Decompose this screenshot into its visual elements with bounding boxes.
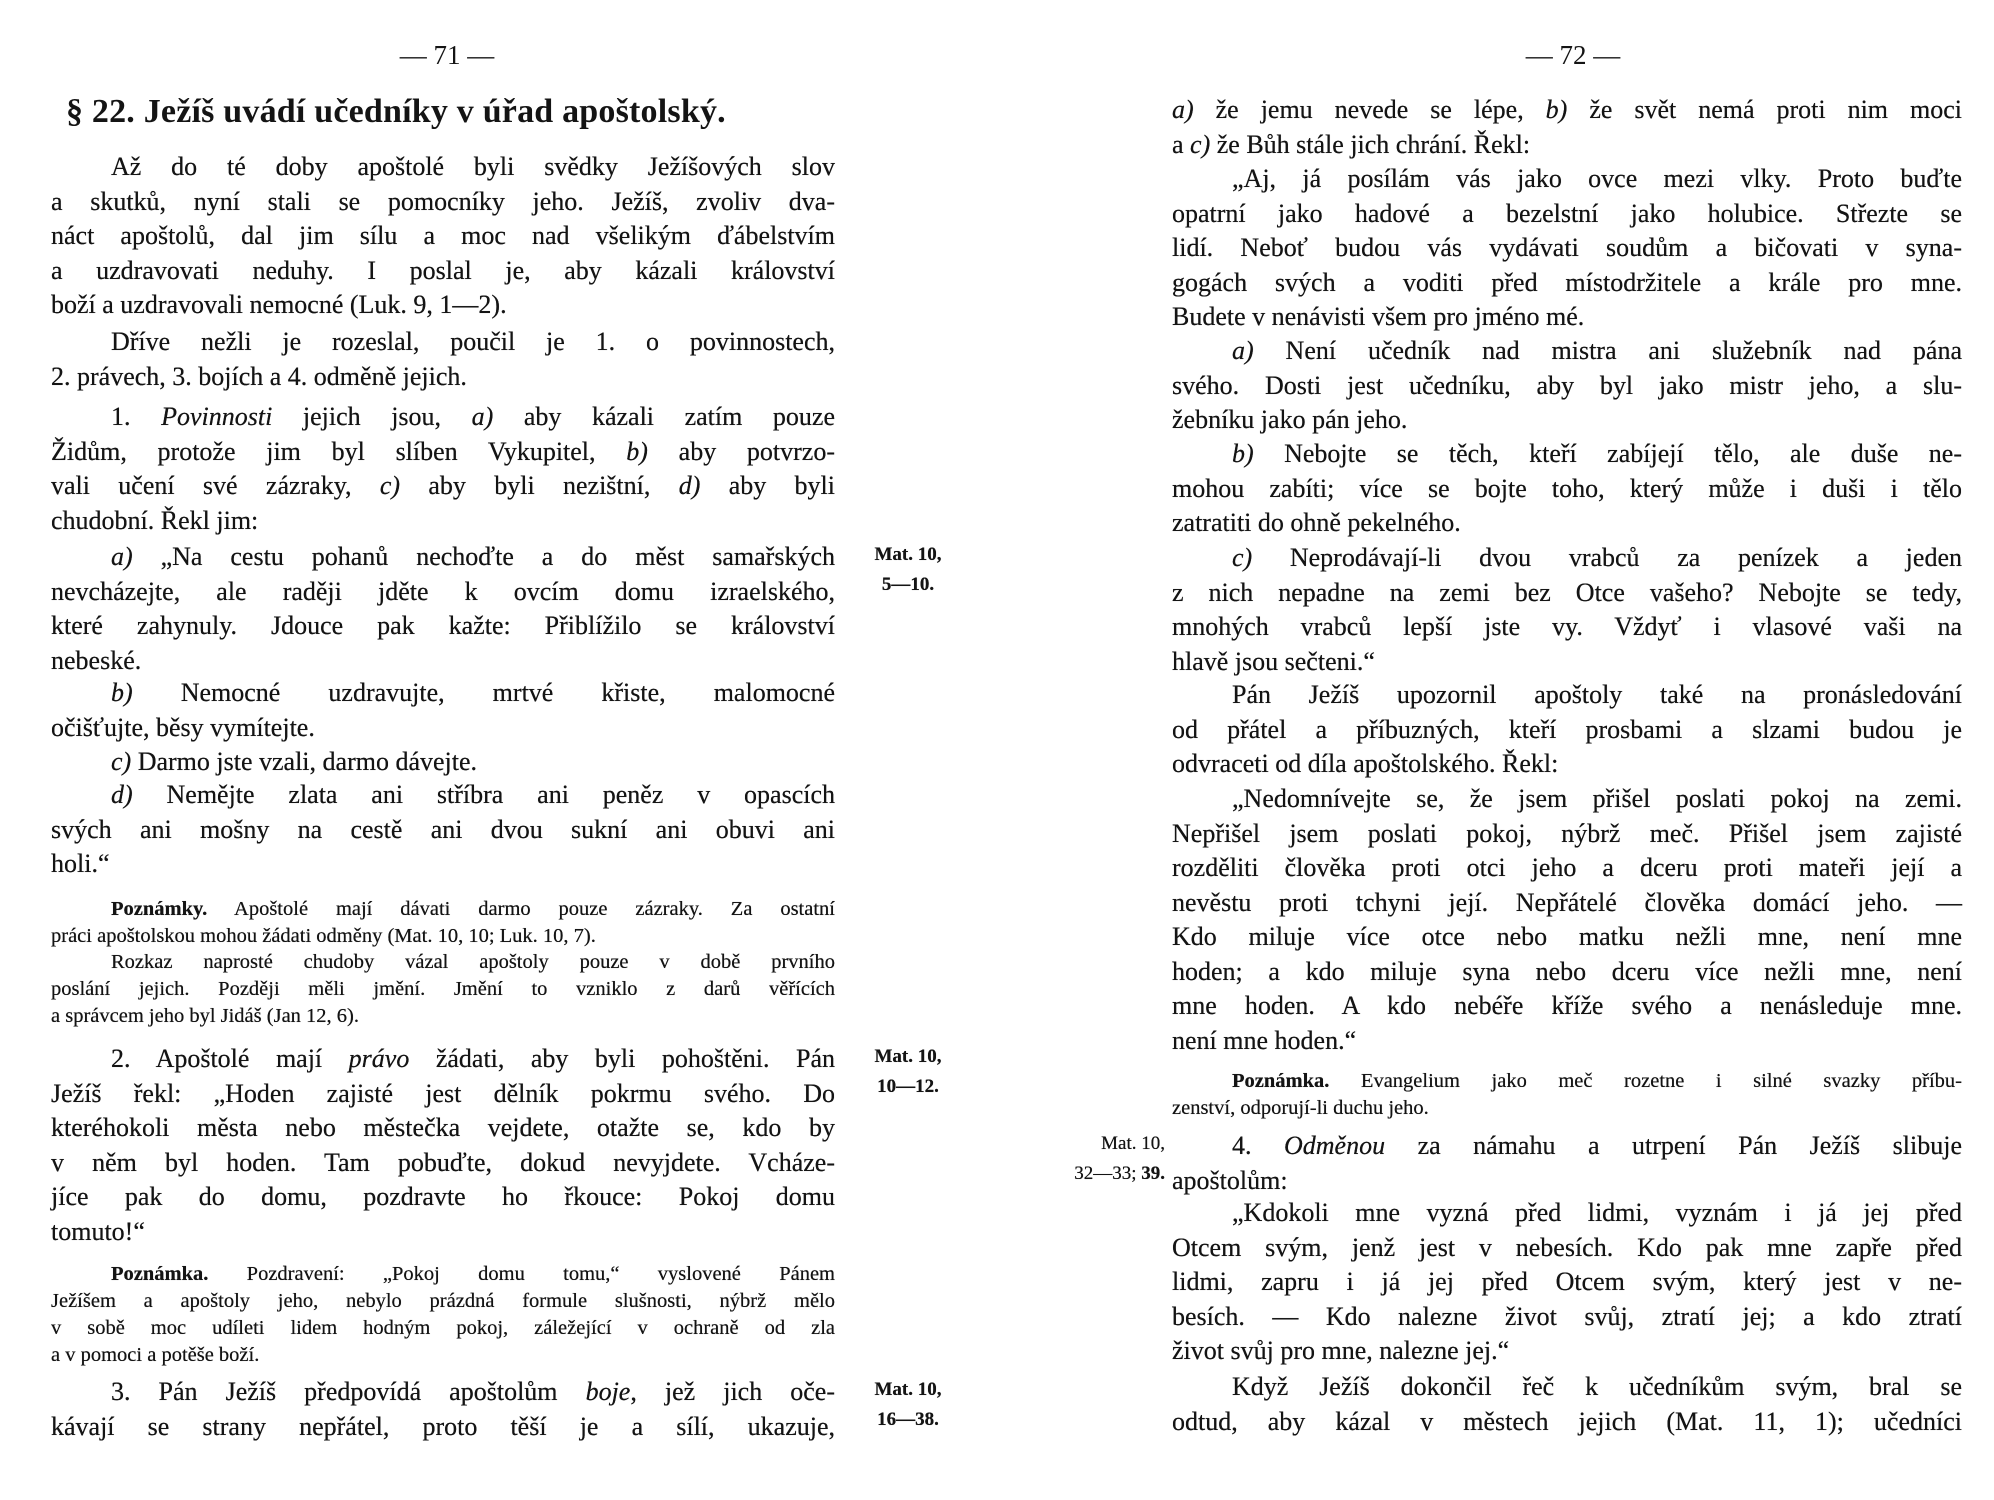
text-line — [862, 540, 954, 570]
text-segment: Mat. 10, — [874, 1046, 942, 1067]
text-line — [1172, 1164, 1962, 1199]
text-line — [1172, 1196, 1962, 1231]
text-segment: Apoštolé mají dávati darmo pouze zázraky. Za ostatní — [207, 898, 835, 920]
text-segment: zenství, odporují-li duchu jeho. — [1172, 1097, 1429, 1119]
text-segment: 16—38. — [877, 1409, 939, 1430]
text-line — [1172, 989, 1962, 1024]
text-segment: 5—10. — [881, 574, 935, 595]
text-line — [1172, 334, 1962, 369]
text-line — [1172, 1068, 1962, 1095]
text-segment: holi.“ — [51, 849, 110, 878]
text-line — [1172, 817, 1962, 852]
body-paragraph — [51, 1375, 835, 1444]
text-segment: hoden; a kdo miluje syna nebo dceru více nežli mne, není — [1172, 956, 1962, 986]
text-segment: mne hoden. A kdo nebéře kříže svého a nenásleduje mne. — [1172, 991, 1962, 1020]
text-segment: a skutků, nyní stali se pomocníky jeho. Ježíš, zvoliv dva- — [51, 186, 835, 216]
italic-text: a) — [111, 542, 133, 571]
section-heading: § 22. Ježíš uvádí učedníky v úřad apoštolský. — [66, 93, 726, 130]
text-line — [51, 575, 835, 610]
text-segment: nevcházejte, ale raději jděte k ovcím domu izraelského, — [51, 576, 835, 606]
text-line — [51, 1111, 835, 1146]
italic-text: d) — [678, 471, 701, 500]
page-72 — [997, 0, 1994, 1500]
text-line — [51, 360, 835, 395]
text-segment: poslání jejich. Později měli jmění. Jmění to vzniklo z darů věřících — [51, 978, 835, 1000]
italic-text: boje — [585, 1377, 631, 1406]
text-segment: kávají se strany nepřátel, proto těší je a sílí, ukazuje, — [51, 1411, 835, 1441]
text-segment: že svět nemá proti nim moci — [1567, 95, 1962, 124]
text-line — [862, 1405, 954, 1435]
text-segment: rozděliti člověka proti otci jeho a dceru proti mateři její a — [1172, 853, 1962, 882]
text-line — [51, 254, 835, 289]
text-segment: Ježíš řekl: „Hoden zajisté jest dělník pokrmu svého. Do — [51, 1078, 835, 1108]
text-line — [51, 1410, 835, 1445]
text-segment: hlavě jsou sečteni.“ — [1172, 646, 1375, 676]
text-segment: chudobní. Řekl jim: — [51, 505, 259, 535]
text-line — [51, 778, 835, 813]
text-line — [51, 469, 835, 504]
text-segment: a uzdravovati neduhy. I poslal je, aby kázali království — [51, 255, 835, 285]
text-segment: očišťujte, běsy vymítejte. — [51, 712, 315, 742]
text-segment: Rozkaz naprosté chudoby vázal apoštoly pouze v době prvního — [111, 951, 835, 973]
text-segment: v sobě moc udíleti lidem hodným pokoj, záležející v ochraně od zla — [51, 1317, 835, 1339]
text-segment: aby byli — [700, 471, 835, 500]
text-segment: mnohých vrabců lepší jste vy. Vždyť i vlasové vaši na — [1172, 612, 1962, 641]
text-segment: zatratiti do ohně pekelného. — [1172, 508, 1461, 537]
italic-text: b) — [1232, 439, 1254, 468]
text-segment: a v pomoci a potěše boží. — [51, 1344, 260, 1366]
text-segment: mohou zabíti; více se bojte toho, který může i duši i tělo — [1172, 473, 1962, 503]
text-line — [51, 1288, 835, 1315]
text-segment: aby kázali zatím pouze — [493, 402, 836, 431]
text-segment: Mat. 10, — [1101, 1133, 1165, 1154]
text-segment: Dříve nežli je rozeslal, poučil je 1. o povinnostech, — [111, 327, 835, 356]
text-segment: Pán Ježíš upozornil apoštoly také na pronásledování — [1232, 680, 1962, 709]
text-segment: apoštolům: — [1172, 1165, 1288, 1195]
text-line — [51, 609, 835, 644]
text-line — [51, 288, 835, 323]
text-line — [51, 923, 835, 950]
text-segment: „Aj, já posílám vás jako ovce mezi vlky. Proto buďte — [1232, 164, 1962, 193]
text-segment: není mne hoden.“ — [1172, 1025, 1357, 1055]
bold-text: Poznámka. — [111, 1263, 209, 1285]
text-segment: a — [1172, 129, 1191, 159]
text-segment: náct apoštolů, dal jim sílu a moc nad všelikým ďábelstvím — [51, 221, 835, 250]
text-segment: svých ani mošny na cestě ani dvou sukní ani obuvi ani — [51, 814, 835, 844]
footnote-paragraph — [51, 949, 835, 1030]
text-line — [862, 570, 954, 600]
italic-text: b) — [626, 436, 648, 466]
italic-text: d) — [111, 780, 133, 809]
text-segment: odvraceti od díla apoštolského. Řekl: — [1172, 749, 1559, 778]
text-line — [51, 745, 835, 780]
text-segment: práci apoštolskou mohou žádati odměny (Mat. 10, 10; Luk. 10, 7). — [51, 925, 596, 947]
text-segment: Darmo jste vzali, darmo dávejte. — [131, 747, 478, 776]
text-line — [1172, 920, 1962, 955]
body-paragraph — [51, 325, 835, 394]
margin-reference — [862, 1042, 954, 1102]
text-segment: nebeské. — [51, 645, 142, 675]
page-number: — 72 — — [1525, 40, 1621, 70]
text-segment: že Bůh stále jich chrání. Řekl: — [1210, 129, 1531, 159]
text-segment: v něm byl hoden. Tam pobuďte, dokud nevyjdete. Vcháze- — [51, 1147, 835, 1177]
text-line — [862, 1042, 954, 1072]
text-segment: Nemějte zlata ani stříbra ani peněz v opascích — [132, 780, 835, 809]
margin-reference — [862, 540, 954, 600]
text-segment: Nepřišel jsem poslati pokoj, nýbrž meč. Přišel jsem zajisté — [1172, 818, 1962, 848]
text-line — [1172, 128, 1962, 163]
body-paragraph — [51, 676, 835, 745]
text-line — [1172, 541, 1962, 576]
text-segment: Není učedník nad mistra ani služebník nad pána — [1253, 336, 1962, 365]
body-paragraph — [1172, 93, 1962, 162]
text-line — [862, 1375, 954, 1405]
body-paragraph — [1172, 334, 1962, 438]
text-line — [51, 1342, 835, 1369]
text-line — [51, 644, 835, 679]
text-segment: odtud, aby kázal v městech jejich (Mat. 11, 1); učedníci — [1172, 1406, 1962, 1436]
text-line — [1172, 1024, 1962, 1059]
text-line — [1172, 576, 1962, 611]
text-segment: Nemocné uzdravujte, mrtvé křiste, malomocné — [132, 678, 835, 707]
text-segment: boží a uzdravovali nemocné (Luk. 9, 1—2). — [51, 290, 507, 319]
text-segment: 4. — [1232, 1131, 1284, 1160]
body-paragraph — [1172, 1129, 1962, 1198]
text-segment: za námahu a utrpení Pán Ježíš slibuje — [1385, 1131, 1962, 1160]
text-segment: Mat. 10, — [874, 544, 942, 565]
text-line — [51, 325, 835, 360]
text-line — [1172, 1405, 1962, 1440]
text-segment: , jež jich oče- — [630, 1377, 835, 1406]
text-segment: 32—33; — [1074, 1163, 1142, 1184]
text-line — [1172, 782, 1962, 817]
text-line — [1172, 1370, 1962, 1405]
text-segment: Nebojte se těch, kteří zabíjejí tělo, ale duše ne- — [1253, 439, 1962, 468]
text-segment: Až do té doby apoštolé byli svědky Ježíšových slov — [111, 152, 835, 181]
margin-reference — [1037, 1129, 1165, 1189]
body-paragraph — [51, 745, 835, 780]
bold-text: Poznámka. — [1232, 1070, 1330, 1092]
body-paragraph — [1172, 782, 1962, 1058]
text-line — [1172, 437, 1962, 472]
text-segment: z nich nepadne na zemi bez Otce vašeho? Nebojte se tedy, — [1172, 577, 1962, 607]
text-segment: život svůj pro mne, nalezne jej.“ — [1172, 1336, 1510, 1365]
text-line — [1172, 1300, 1962, 1335]
text-line — [51, 150, 835, 185]
footnote-paragraph — [51, 896, 835, 950]
text-segment: 10—12. — [877, 1076, 939, 1097]
italic-text: a) — [1172, 95, 1194, 124]
body-paragraph — [1172, 162, 1962, 335]
text-line — [51, 1077, 835, 1112]
text-segment: aby potvrzo- — [647, 436, 835, 466]
bold-text: Poznámky. — [111, 898, 208, 920]
footnote-paragraph — [51, 1261, 835, 1369]
text-line — [1172, 1265, 1962, 1300]
text-segment: Budete v nenávisti všem pro jméno mé. — [1172, 302, 1585, 331]
body-paragraph — [1172, 678, 1962, 782]
text-line — [1172, 403, 1962, 438]
italic-text: b) — [1545, 95, 1568, 124]
text-line — [51, 400, 835, 435]
text-line — [51, 1146, 835, 1181]
body-paragraph — [51, 540, 835, 678]
footnote-paragraph — [1172, 1068, 1962, 1122]
italic-text: c) — [111, 747, 132, 776]
text-line — [51, 1375, 835, 1410]
text-line — [51, 676, 835, 711]
text-line — [1172, 1129, 1962, 1164]
text-segment: Otcem svým, jenž jest v nebesích. Kdo pak mne zapře před — [1172, 1232, 1962, 1262]
text-line — [51, 1042, 835, 1077]
text-line — [1172, 886, 1962, 921]
text-line — [1172, 506, 1962, 541]
text-line — [1172, 851, 1962, 886]
text-line — [51, 504, 835, 539]
text-segment: Kdo miluje více otce nebo matku nežli mne, není mne — [1172, 922, 1962, 951]
text-line — [862, 1072, 954, 1102]
text-line — [1172, 93, 1962, 128]
text-line — [51, 813, 835, 848]
text-line — [1172, 197, 1962, 232]
text-segment: Neprodávají-li dvou vrabců za penízek a jeden — [1252, 543, 1962, 572]
text-segment: besích. — Kdo nalezne život svůj, ztratí jej; a kdo ztratí — [1172, 1301, 1962, 1331]
text-segment: lidmi, zapru i já jej před Otcem svým, který jest v ne- — [1172, 1267, 1962, 1296]
italic-text: b) — [111, 678, 133, 707]
text-segment: Mat. 10, — [874, 1379, 942, 1400]
text-line — [51, 1315, 835, 1342]
body-paragraph — [51, 1042, 835, 1249]
text-segment: kteréhokoli města nebo městečka vejdete, otažte se, kdo by — [51, 1113, 835, 1142]
italic-text: c) — [1190, 129, 1211, 159]
text-segment: 3. Pán Ježíš předpovídá apoštolům — [111, 1377, 586, 1406]
text-line — [51, 540, 835, 575]
text-line — [1172, 610, 1962, 645]
text-line — [1172, 162, 1962, 197]
text-line — [1172, 472, 1962, 507]
text-segment: Když Ježíš dokončil řeč k učedníkům svým, bral se — [1232, 1372, 1962, 1401]
text-segment: „Kdokoli mne vyzná před lidmi, vyznám i já jej před — [1232, 1198, 1962, 1227]
text-line — [51, 219, 835, 254]
margin-reference — [862, 1375, 954, 1435]
text-line — [51, 949, 835, 976]
text-segment: a správcem jeho byl Jidáš (Jan 12, 6). — [51, 1005, 359, 1027]
text-line — [51, 1180, 835, 1215]
text-segment: vali učení své zázraky, — [51, 471, 380, 500]
italic-text: c) — [379, 471, 401, 500]
text-line — [1172, 231, 1962, 266]
text-line — [51, 896, 835, 923]
text-line — [51, 711, 835, 746]
text-segment: aby byli nezištní, — [400, 471, 679, 500]
text-line — [1172, 678, 1962, 713]
text-segment: žádati, aby byli pohoštěni. Pán — [409, 1044, 835, 1073]
text-line — [51, 1261, 835, 1288]
text-line — [51, 1215, 835, 1250]
text-line — [1172, 1231, 1962, 1266]
text-segment: Ježíšem a apoštoly jeho, nebylo prázdná formule slušnosti, nýbrž mělo — [51, 1290, 835, 1312]
text-segment: Evangelium jako meč rozetne i silné svazky příbu- — [1329, 1070, 1962, 1092]
text-segment: opatrní jako hadové a bezelstní jako holubice. Střezte se — [1172, 198, 1962, 228]
text-line — [1172, 747, 1962, 782]
body-paragraph — [1172, 1370, 1962, 1439]
text-segment: že jemu nevede se lépe, — [1193, 95, 1546, 124]
text-line — [1172, 1334, 1962, 1369]
text-segment: 2. Apoštolé mají — [111, 1044, 349, 1073]
italic-text: a) — [1232, 336, 1254, 365]
text-line — [1172, 713, 1962, 748]
text-segment: Židům, protože jim byl slíben Vykupitel, — [51, 436, 627, 466]
italic-text: a) — [471, 402, 494, 431]
text-line — [1172, 645, 1962, 680]
text-segment: „Nedomnívejte se, že jsem přišel poslati pokoj na zemi. — [1232, 784, 1962, 813]
italic-text: Odměnou — [1284, 1131, 1386, 1160]
text-line — [1172, 266, 1962, 301]
text-segment: od přátel a příbuzných, kteří prosbami a slzami budou je — [1172, 714, 1962, 744]
text-line — [51, 976, 835, 1003]
body-paragraph — [51, 778, 835, 882]
page-number: — 71 — — [399, 40, 495, 70]
italic-text: c) — [1232, 543, 1253, 572]
text-segment: „Na cestu pohanů nechoďte a do měst samařských — [132, 542, 835, 571]
text-segment: nevěstu proti tchyni její. Nepřátelé člověka domácí jeho. — — [1172, 887, 1962, 917]
text-line — [1172, 369, 1962, 404]
text-line — [1172, 1095, 1962, 1122]
text-segment: tomuto!“ — [51, 1216, 145, 1246]
text-line — [51, 1003, 835, 1030]
text-segment: 1. — [111, 402, 162, 431]
text-line — [1172, 955, 1962, 990]
body-paragraph — [51, 400, 835, 538]
italic-text: Povinnosti — [161, 402, 273, 431]
text-segment: Pozdravení: „Pokoj domu tomu,“ vyslovené Pánem — [208, 1263, 835, 1285]
text-segment: žebníku jako pán jeho. — [1172, 405, 1408, 434]
text-segment: lidí. Neboť budou vás vydávati soudům a bičovati v syna- — [1172, 233, 1962, 262]
text-line — [1037, 1159, 1165, 1189]
text-segment: svého. Dosti jest učedníku, aby byl jako mistr jeho, a slu- — [1172, 370, 1962, 400]
text-line — [51, 435, 835, 470]
text-line — [1172, 300, 1962, 335]
bold-text: 39. — [1141, 1163, 1165, 1184]
body-paragraph — [51, 150, 835, 323]
italic-text: právo — [348, 1044, 410, 1073]
text-line — [51, 185, 835, 220]
text-segment: jejich jsou, — [272, 402, 472, 431]
body-paragraph — [1172, 541, 1962, 679]
text-segment: 2. právech, 3. bojích a 4. odměně jejich. — [51, 361, 467, 391]
text-line — [51, 847, 835, 882]
text-segment: jíce pak do domu, pozdravte ho řkouce: Pokoj domu — [51, 1182, 835, 1211]
text-segment: které zahynuly. Jdouce pak kažte: Přiblížilo se království — [51, 611, 835, 640]
body-paragraph — [1172, 437, 1962, 541]
text-segment: gogách svých a voditi před místodržitele a krále pro mne. — [1172, 267, 1962, 297]
body-paragraph — [1172, 1196, 1962, 1369]
text-line — [1037, 1129, 1165, 1159]
